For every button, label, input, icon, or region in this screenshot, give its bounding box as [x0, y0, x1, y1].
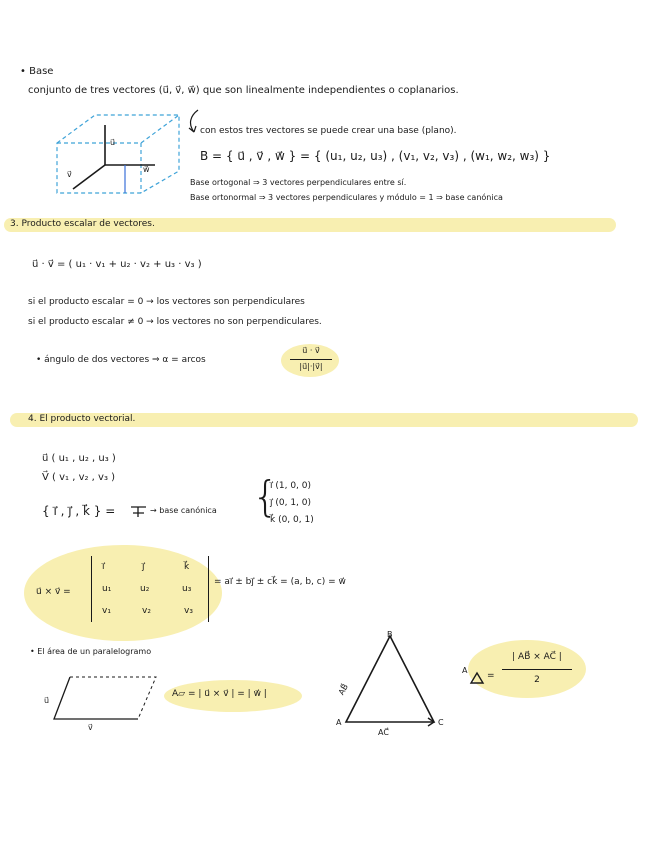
triangle-vertex-b: B [387, 630, 393, 639]
section-4-heading: 4. El producto vectorial. [28, 414, 136, 424]
matrix-r3-c2: v₂ [142, 606, 151, 616]
cross-product-lhs: u⃗ × v⃗ = [36, 587, 71, 597]
triangle-area-denominator: 2 [534, 675, 540, 685]
basis-i: i⃗ (1, 0, 0) [270, 481, 312, 491]
triangle-symbol-icon [470, 672, 484, 684]
angle-fraction-denominator: |u⃗|·|v⃗| [299, 362, 323, 371]
matrix-r1-c2: j⃗ [142, 562, 145, 572]
triangle-diagram [342, 630, 442, 730]
cross-product-result: = ai⃗ ± bj⃗ ± ck⃗ = (a, b, c) = w⃗ [214, 577, 346, 587]
dot-product-rule-nonzero: si el producto escalar ≠ 0 → los vectores no son perpendiculares. [28, 317, 322, 327]
matrix-right-bar [208, 556, 209, 622]
triangle-equals: = [487, 671, 495, 681]
base-definition: conjunto de tres vectores (u⃗, v⃗, w⃗) que son linealmente independientes o coplanarios. [28, 85, 459, 96]
cube-label-u: u⃗ [110, 138, 116, 147]
base-note: con estos tres vectores se puede crear una base (plano). [200, 126, 457, 136]
dot-product-formula: u⃗ · v⃗ = ( u₁ · v₁ + u₂ · v₂ + u₃ · v₃ ) [32, 259, 202, 270]
angle-fraction-bar [290, 359, 332, 360]
parallelogram-area-formula: A▱ = | u⃗ × v⃗ | = | w⃗ | [172, 689, 267, 699]
parallelogram-label-u: u⃗ [44, 696, 50, 705]
matrix-r2-c2: u₂ [140, 584, 150, 594]
base-heading: • Base [20, 66, 54, 77]
dot-product-rule-zero: si el producto escalar = 0 → los vectores son perpendiculares [28, 297, 305, 307]
triangle-label-ab: AB⃗ [336, 682, 351, 697]
basis-k: k⃗ (0, 0, 1) [270, 515, 314, 525]
cube-label-v: v⃗ [67, 170, 72, 179]
base-orthogonal: Base ortogonal ⇒ 3 vectores perpendiculares entre sí. [190, 178, 407, 187]
triangle-area-label: A [462, 666, 468, 675]
base-orthonormal: Base ortonormal ⇒ 3 vectores perpendiculares y módulo = 1 ⇒ base canónica [190, 193, 503, 202]
matrix-r3-c1: v₁ [102, 606, 111, 616]
angle-fraction-numerator: u⃗ · v⃗ [302, 346, 320, 355]
matrix-r3-c3: v₃ [184, 606, 193, 616]
cube-label-w: w⃗ [143, 165, 150, 174]
matrix-r2-c1: u₁ [102, 584, 112, 594]
matrix-r1-c1: i⃗ [102, 562, 105, 572]
basis-symbol-icon [128, 503, 152, 519]
angle-label: • ángulo de dos vectores ⇒ α = arcos [36, 355, 206, 365]
base-formula: B = { u⃗ , v⃗ , w⃗ } = { (u₁, u₂, u₃) , (v₁, v₂, v₃) , (w₁, w₂, w₃) } [200, 149, 551, 163]
matrix-left-bar [91, 556, 92, 622]
basis-brace: { [252, 472, 279, 521]
basis-set: { i⃗ , j⃗ , k⃗ } = [42, 504, 116, 518]
triangle-label-ac: AC⃗ [378, 728, 389, 737]
section-3-heading: 3. Producto escalar de vectores. [10, 219, 155, 229]
vector-v-components: V⃗ ( v₁ , v₂ , v₃ ) [42, 472, 116, 483]
triangle-area-numerator: | AB⃗ × AC⃗ | [512, 652, 562, 662]
triangle-vertex-c: C [438, 718, 444, 727]
vector-u-components: u⃗ ( u₁ , u₂ , u₃ ) [42, 453, 116, 464]
matrix-r1-c3: k⃗ [184, 562, 190, 572]
area-heading: • El área de un paralelogramo [30, 647, 152, 656]
triangle-area-fraction-bar [502, 669, 572, 670]
triangle-vertex-a: A [336, 718, 342, 727]
basis-cube-diagram [55, 113, 185, 203]
basis-j: j⃗ (0, 1, 0) [270, 498, 312, 508]
basis-canonical-text: → base canónica [150, 506, 217, 515]
parallelogram-label-v: v⃗ [88, 723, 93, 732]
parallelogram-diagram [52, 675, 162, 721]
matrix-r2-c3: u₃ [182, 584, 192, 594]
